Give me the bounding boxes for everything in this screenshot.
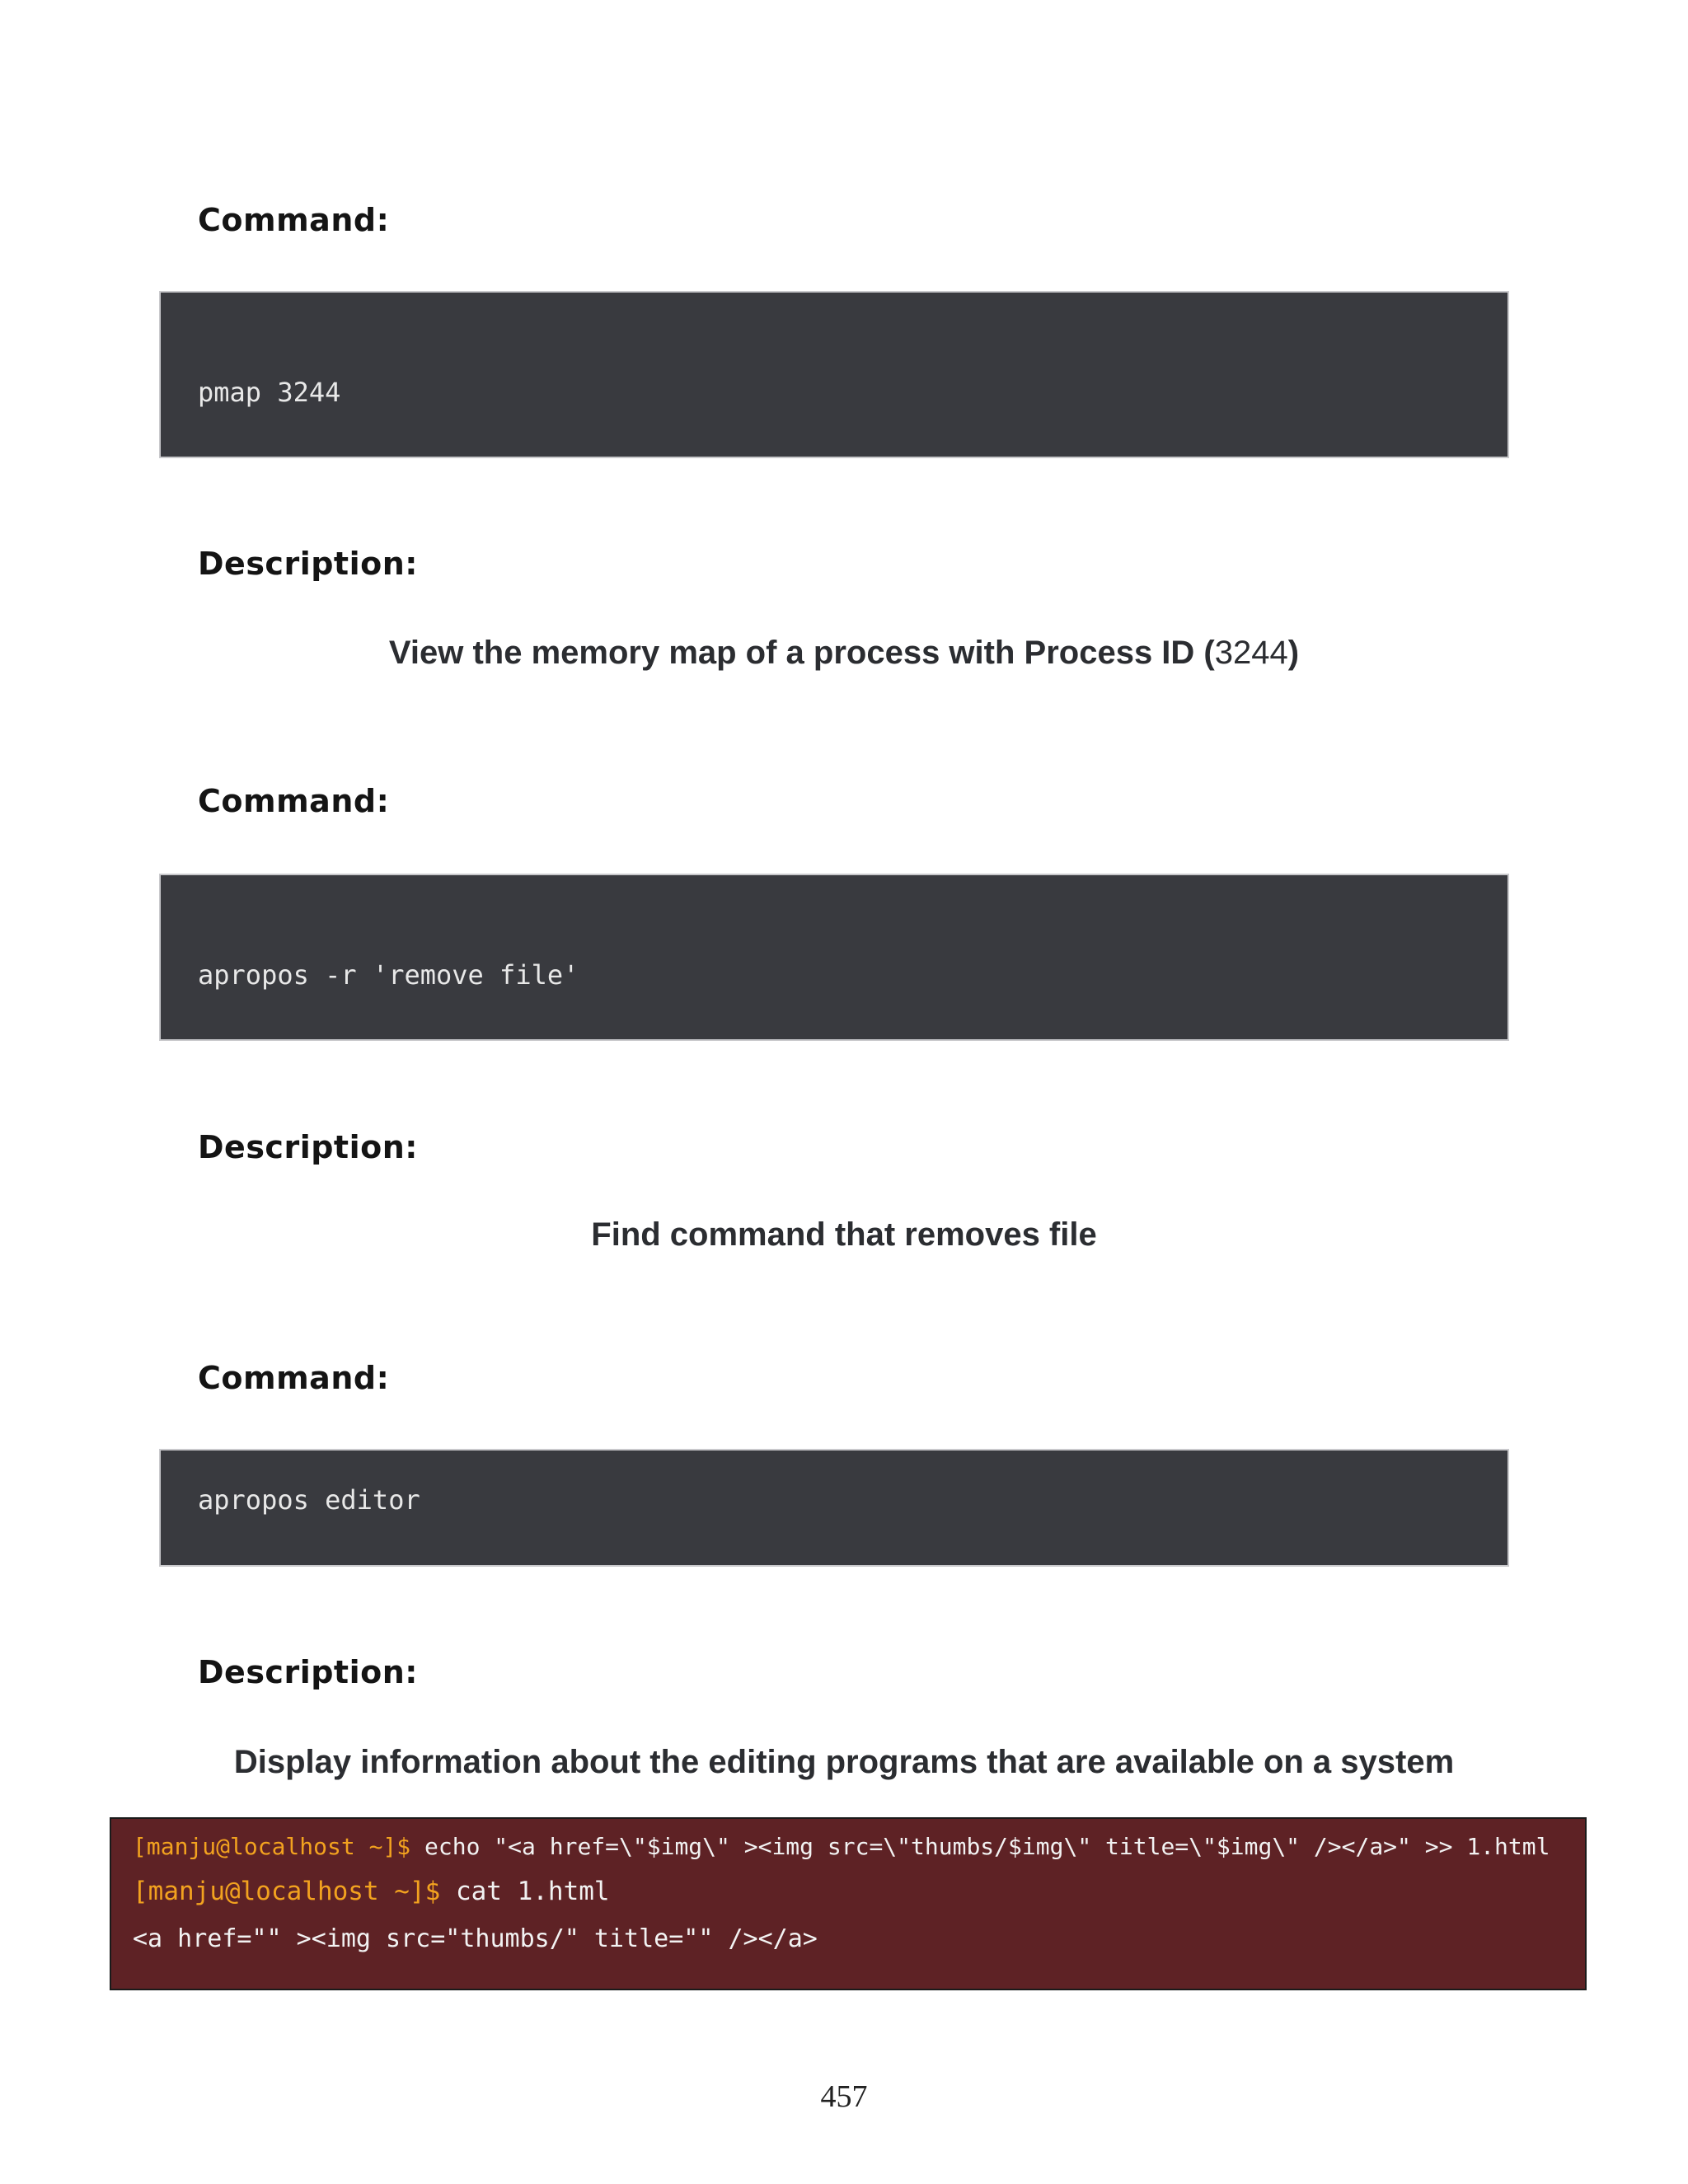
description-label: Description: (198, 1654, 418, 1690)
command-label: Command: (198, 202, 390, 238)
terminal-line-2 (133, 1877, 610, 1906)
description-text: Find command that removes file (591, 1216, 1097, 1253)
command-text: pmap 3244 (198, 377, 341, 408)
terminal-prompt: [manju@localhost ~]$ (133, 1833, 411, 1860)
description-label: Description: (198, 1129, 418, 1165)
description-text (0, 635, 1688, 672)
command-text: apropos -r 'remove file' (198, 959, 579, 991)
command-label: Command: (198, 1360, 390, 1396)
terminal-prompt: [manju@localhost ~]$ (133, 1877, 441, 1906)
page-number: 457 (820, 2079, 868, 2114)
description-label: Description: (198, 546, 418, 582)
description-pid: 3244 (1214, 635, 1288, 671)
command-text: apropos editor (198, 1484, 420, 1516)
terminal-command: echo "<a href=\"$img\" ><img src=\"thumbs/$img\" title=\"$img\" /></a>" >> 1.html (410, 1833, 1550, 1860)
terminal-output: <a href="" ><img src="thumbs/" title="" /></a> (133, 1924, 818, 1953)
command-label: Command: (198, 783, 390, 819)
terminal-screenshot (110, 1817, 1587, 1990)
terminal-line-1 (133, 1833, 1550, 1860)
description-end: ) (1287, 635, 1300, 671)
terminal-command: cat 1.html (440, 1877, 610, 1906)
code-block (159, 291, 1509, 458)
code-block (159, 1449, 1509, 1567)
code-block (159, 874, 1509, 1041)
description-main: View the memory map of a process with Process ID ( (388, 635, 1215, 671)
description-text: Display information about the editing programs that are available on a system (233, 1744, 1455, 1780)
